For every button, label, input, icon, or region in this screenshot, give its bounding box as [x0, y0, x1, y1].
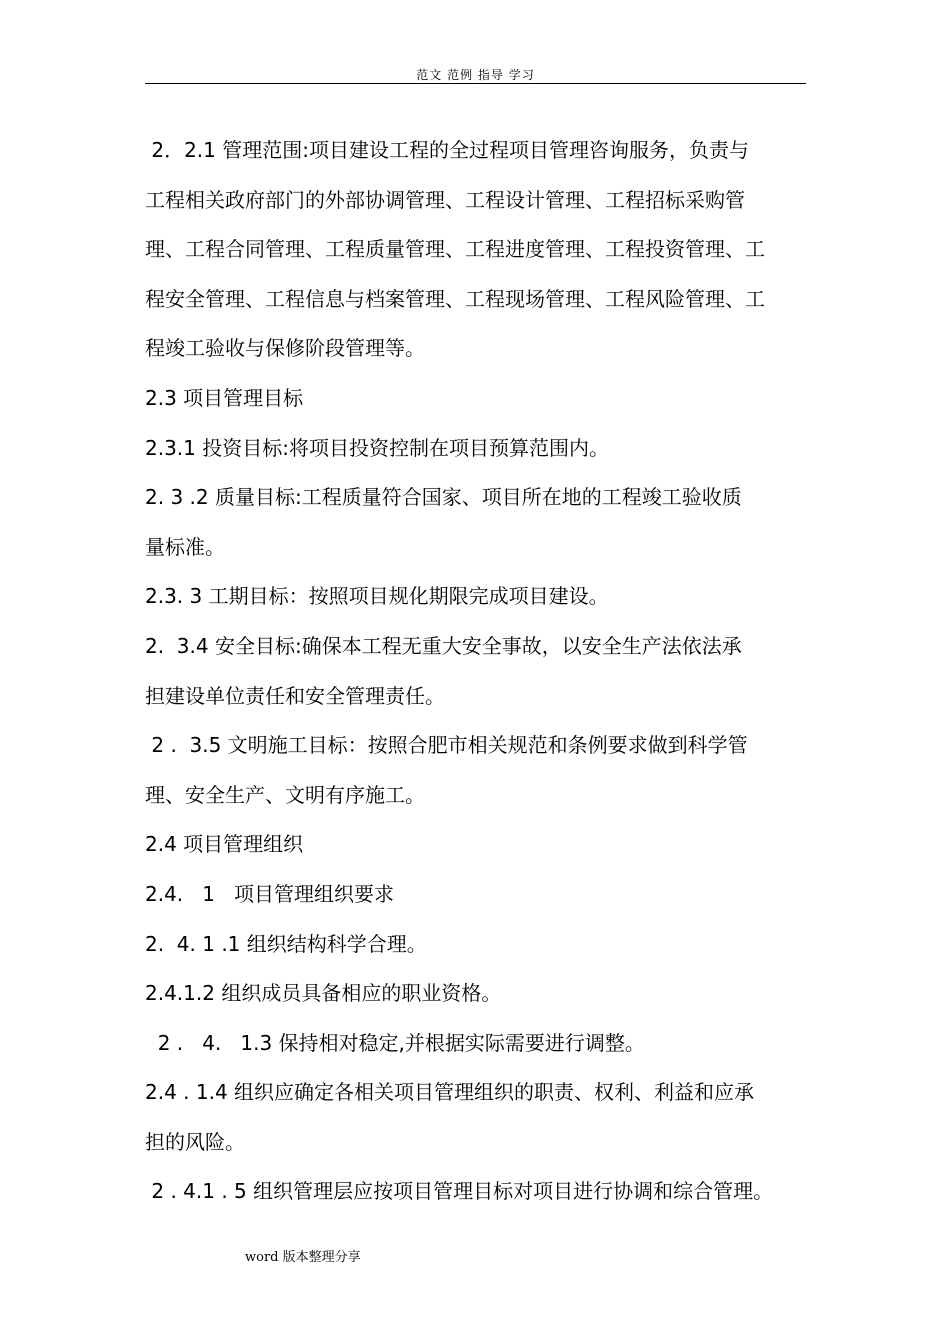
text-line: 2. 4. 1 .1 组织结构科学合理。 [145, 931, 427, 956]
text-line: 2 . 4.1 . 5 组织管理层应按项目管理目标对项目进行协调和综合管理。 [145, 1179, 774, 1204]
text-line: 程安全管理、工程信息与档案管理、工程现场管理、工程风险管理、工 [145, 286, 765, 311]
text-line: 2 . 4. 1.3 保持相对稳定,并根据实际需要进行调整。 [145, 1030, 645, 1055]
text-line: 2. 3.4 安全目标:确保本工程无重大安全事故，以安全生产法依法承 [145, 633, 742, 658]
text-line: 2.3.1 投资目标:将项目投资控制在项目预算范围内。 [145, 435, 609, 460]
section-heading: 2.3 项目管理目标 [145, 385, 304, 410]
text-line: 2.4.1.2 组织成员具备相应的职业资格。 [145, 981, 502, 1006]
subsection-heading: 2.4. 1 项目管理组织要求 [145, 881, 395, 906]
text-line: 程竣工验收与保修阶段管理等。 [145, 336, 425, 361]
header-divider [145, 83, 806, 84]
page-footer: word 版本整理分享 [245, 1250, 361, 1265]
text-line: 量标准。 [145, 534, 225, 559]
text-line: 2.4 . 1.4 组织应确定各相关项目管理组织的职责、权利、利益和应承 [145, 1080, 755, 1105]
text-line: 2. 3 .2 质量目标:工程质量符合国家、项目所在地的工程竣工验收质 [145, 485, 742, 510]
text-line: 担建设单位责任和安全管理责任。 [145, 683, 445, 708]
section-heading: 2.4 项目管理组织 [145, 832, 304, 857]
page-header: 范文 范例 指导 学习 [416, 68, 535, 82]
text-line: 理、工程合同管理、工程质量管理、工程进度管理、工程投资管理、工 [145, 237, 765, 262]
document-body [145, 126, 845, 1217]
text-line: 理、安全生产、文明有序施工。 [145, 782, 425, 807]
text-line: 2.3. 3 工期目标：按照项目规化期限完成项目建设。 [145, 584, 609, 609]
text-line: 2．2.1 管理范围:项目建设工程的全过程项目管理咨询服务，负责与 [145, 138, 749, 162]
text-line: 担的风险。 [145, 1129, 245, 1154]
text-line: 工程相关政府部门的外部协调管理、工程设计管理、工程招标采购管 [145, 187, 745, 212]
text-line: 2 . 3.5 文明施工目标：按照合肥市相关规范和条例要求做到科学管 [145, 733, 748, 758]
